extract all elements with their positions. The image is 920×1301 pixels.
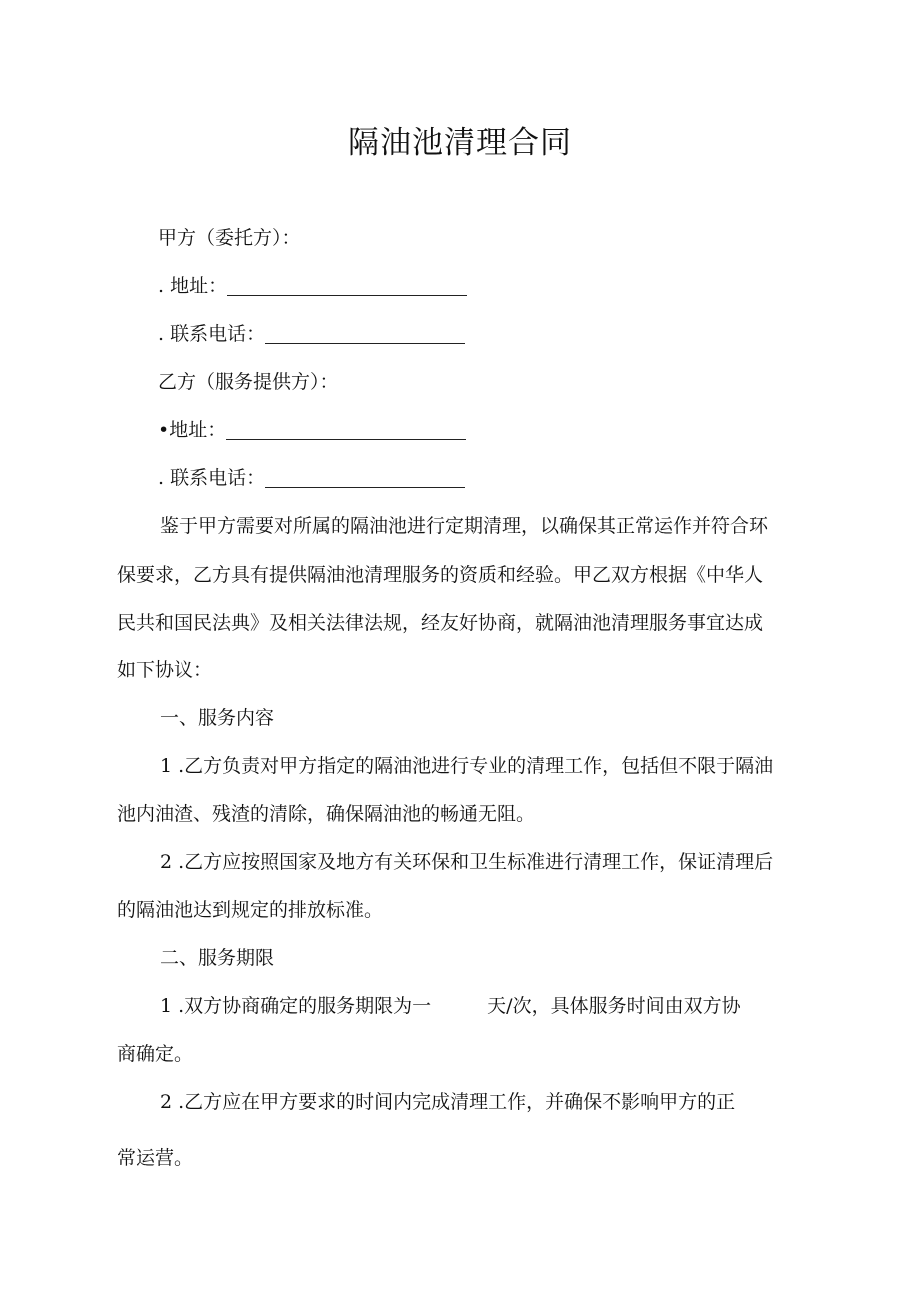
section-2-heading: 二、服务期限 xyxy=(160,947,275,969)
section-1-item-2-line: 的隔油池达到规定的排放标准。 xyxy=(117,899,384,921)
party-b-phone xyxy=(158,466,465,490)
document-title: 隔油池清理合同 xyxy=(348,125,572,161)
section-1-heading: 一、服务内容 xyxy=(160,707,275,729)
section-1-item-1-line: 池内油渣、残渣的清除，确保隔油池的畅通无阻。 xyxy=(117,803,536,825)
preamble-line: 保要求，乙方具有提供隔油池清理服务的资质和经验。甲乙双方根据《中华人 xyxy=(117,564,764,586)
section-2-item-1-text-a: 1 .双方协商确定的服务期限为一 xyxy=(160,995,432,1017)
section-2-item-1-line xyxy=(160,994,741,1018)
section-2-item-1-line: 商确定。 xyxy=(117,1043,194,1065)
preamble-line: 鉴于甲方需要对所属的隔油池进行定期清理，以确保其正常运作并符合环 xyxy=(160,515,769,537)
section-2-item-1-text-b: 天/次，具体服务时间由双方协 xyxy=(487,995,741,1017)
preamble-line: 民共和国民法典》及相关法律法规，经友好协商，就隔油池清理服务事宜达成 xyxy=(117,612,764,634)
party-b-address-field[interactable] xyxy=(226,419,466,440)
preamble-line: 如下协议： xyxy=(117,659,213,681)
party-a-phone-label: . 联系电话： xyxy=(158,323,266,345)
party-a-phone xyxy=(158,322,465,346)
party-a-phone-field[interactable] xyxy=(265,323,465,344)
section-2-item-2-line: 常运营。 xyxy=(117,1147,194,1169)
section-1-item-2-line: 2 .乙方应按照国家及地方有关环保和卫生标准进行清理工作，保证清理后 xyxy=(160,851,774,873)
party-b-address xyxy=(158,418,466,442)
party-b-address-label: •地址： xyxy=(158,419,227,441)
party-b-heading: 乙方（服务提供方）： xyxy=(158,371,339,393)
party-a-address-label: . 地址： xyxy=(158,275,228,297)
party-a-address xyxy=(158,274,467,298)
party-a-heading: 甲方（委托方）： xyxy=(158,227,301,249)
party-a-address-field[interactable] xyxy=(227,275,467,296)
party-b-phone-label: . 联系电话： xyxy=(158,467,266,489)
section-2-item-2-line: 2 .乙方应在甲方要求的时间内完成清理工作，并确保不影响甲方的正 xyxy=(160,1091,736,1113)
section-1-item-1-line: 1 .乙方负责对甲方指定的隔油池进行专业的清理工作，包括但不限于隔油 xyxy=(160,755,774,777)
party-b-phone-field[interactable] xyxy=(265,467,465,488)
